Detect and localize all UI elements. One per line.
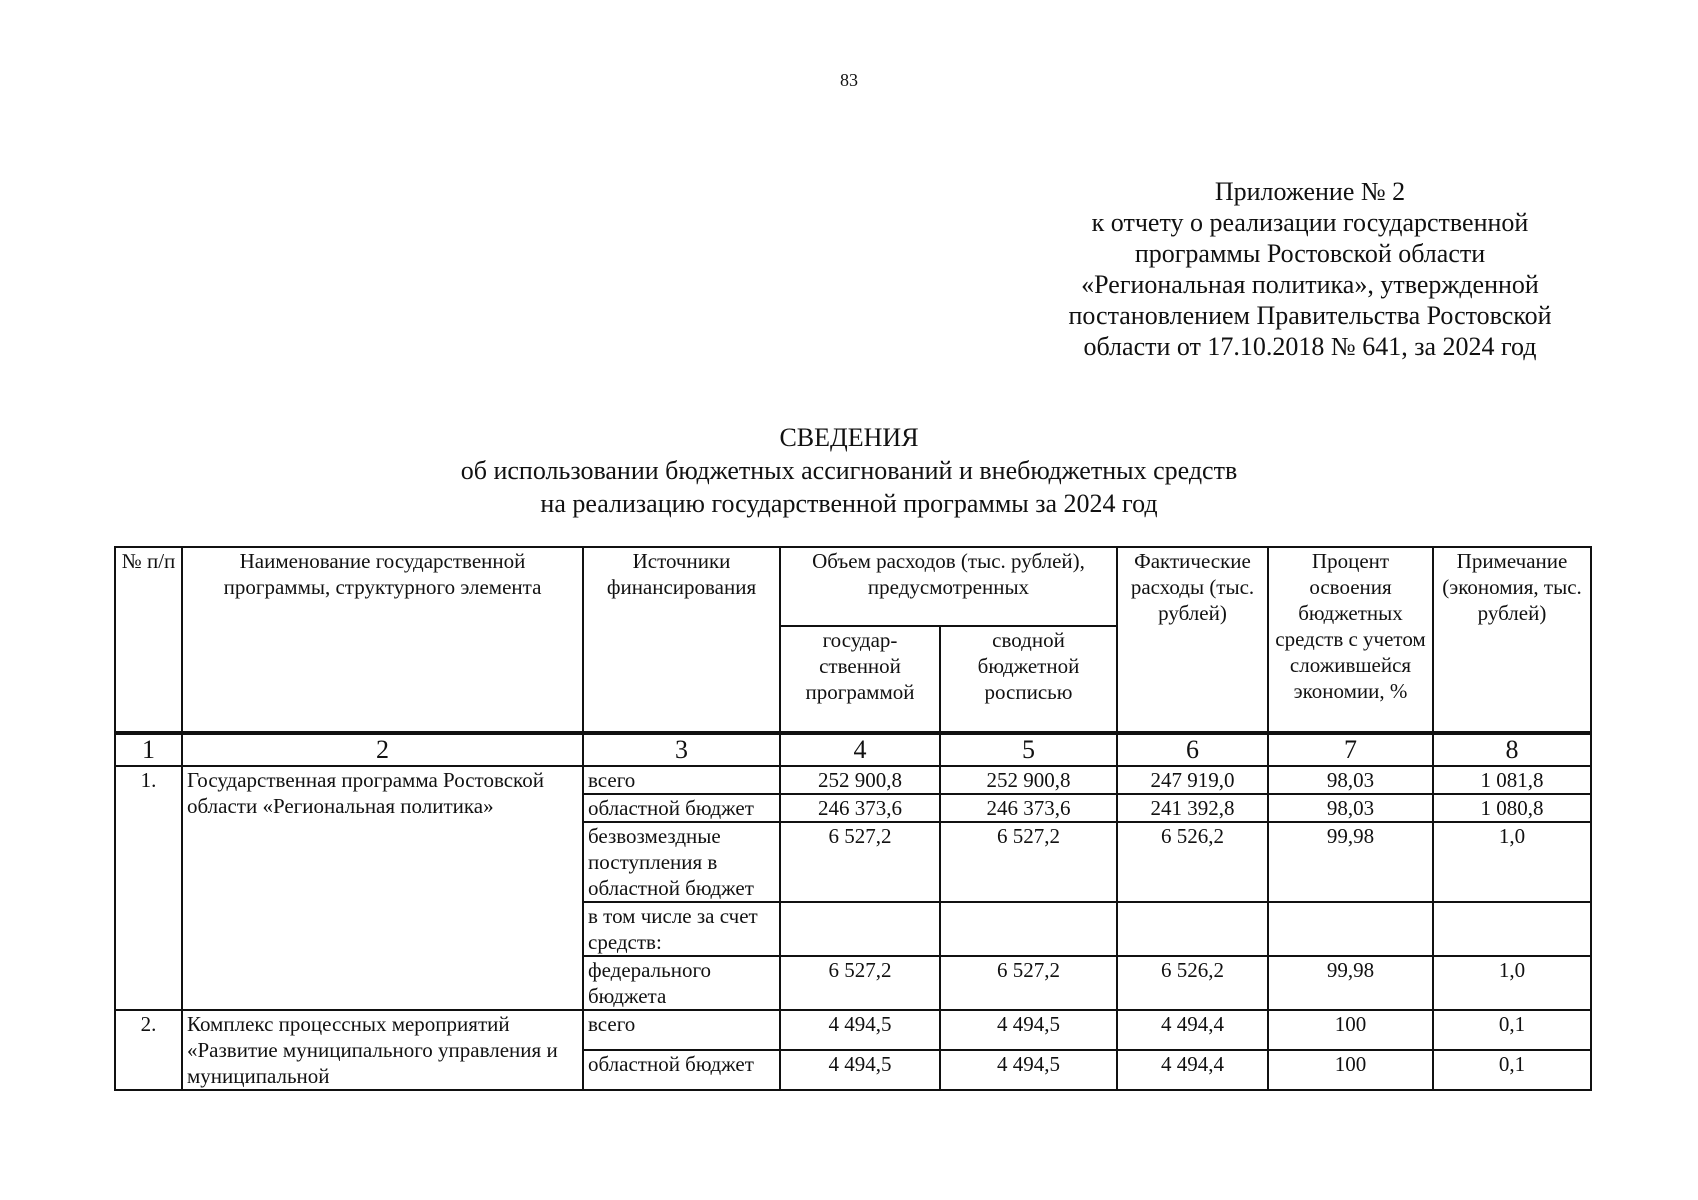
table-row [115,766,1591,794]
appendix-line: к отчету о реализации государственной [1091,208,1529,237]
row-percent: 98,03 [1268,794,1433,822]
row-note [1433,902,1591,956]
row-actual: 241 392,8 [1117,794,1268,822]
row-actual: 6 526,2 [1117,956,1268,1010]
row-note: 1,0 [1433,822,1591,902]
row-percent: 98,03 [1268,766,1433,794]
row-budget: 252 900,8 [940,766,1117,794]
heading-line-1: об использовании бюджетных ассигнований и внебюджетных средств [460,456,1238,485]
row-percent: 99,98 [1268,822,1433,902]
row-note: 0,1 [1433,1010,1591,1050]
row-percent: 100 [1268,1010,1433,1050]
row-number: 2. [115,1010,182,1090]
row-number: 1. [115,766,182,1010]
column-number: 5 [940,733,1117,766]
row-source: безвозмездные поступления в областной бюджет [583,822,780,902]
row-actual: 4 494,4 [1117,1050,1268,1090]
row-budget: 4 494,5 [940,1010,1117,1050]
row-percent: 99,98 [1268,956,1433,1010]
row-name: Государственная программа Ростовской области «Региональная политика» [182,766,583,1010]
row-budget: 6 527,2 [940,956,1117,1010]
row-budget [940,902,1117,956]
row-program [780,902,940,956]
row-percent: 100 [1268,1050,1433,1090]
header-note: Примечание (экономия, тыс. рублей) [1433,547,1591,733]
column-number: 4 [780,733,940,766]
row-program: 6 527,2 [780,822,940,902]
row-actual: 6 526,2 [1117,822,1268,902]
row-budget: 6 527,2 [940,822,1117,902]
row-actual [1117,902,1268,956]
budget-table [114,546,1592,1091]
column-number: 6 [1117,733,1268,766]
row-program: 246 373,6 [780,794,940,822]
page-number: 83 [840,70,858,90]
row-actual: 4 494,4 [1117,1010,1268,1050]
column-number: 1 [115,733,182,766]
row-note: 1,0 [1433,956,1591,1010]
header-volume-program: государ-ственной программой [780,626,940,733]
row-note: 1 081,8 [1433,766,1591,794]
row-note: 1 080,8 [1433,794,1591,822]
appendix-line: программы Ростовской области [1134,239,1486,268]
row-source: в том числе за счет средств: [583,902,780,956]
row-source: областной бюджет [583,794,780,822]
table-row [115,1010,1591,1050]
row-program: 4 494,5 [780,1050,940,1090]
document-heading [0,421,1698,520]
row-percent [1268,902,1433,956]
column-number: 8 [1433,733,1591,766]
header-actual: Фактические расходы (тыс. рублей) [1117,547,1268,733]
appendix-line: Приложение № 2 [1214,177,1406,206]
row-budget: 4 494,5 [940,1050,1117,1090]
header-num: № п/п [115,547,182,733]
column-number: 2 [182,733,583,766]
header-volume: Объем расходов (тыс. рублей), предусмотренных [780,547,1117,626]
appendix-block [1030,176,1590,362]
column-number: 3 [583,733,780,766]
appendix-line: «Региональная политика», утвержденной [1081,270,1539,299]
appendix-line: постановлением Правительства Ростовской [1068,301,1552,330]
heading-title: СВЕДЕНИЯ [779,423,919,452]
header-volume-budget: сводной бюджетной росписью [940,626,1117,733]
header-name: Наименование государственной программы, структурного элемента [182,547,583,733]
row-source: федерального бюджета [583,956,780,1010]
row-source: всего [583,1010,780,1050]
column-number: 7 [1268,733,1433,766]
heading-line-2: на реализацию государственной программы за 2024 год [540,489,1158,518]
row-source: областной бюджет [583,1050,780,1090]
row-source: всего [583,766,780,794]
row-name: Комплекс процессных мероприятий «Развитие муниципального управления и муниципальной [182,1010,583,1090]
row-budget: 246 373,6 [940,794,1117,822]
appendix-line: области от 17.10.2018 № 641, за 2024 год [1083,332,1537,361]
row-program: 252 900,8 [780,766,940,794]
row-actual: 247 919,0 [1117,766,1268,794]
column-numbers-row [115,733,1591,766]
row-program: 4 494,5 [780,1010,940,1050]
header-sources: Источники финансирования [583,547,780,733]
header-percent: Процент освоения бюджетных средств с учетом сложившейся экономии, % [1268,547,1433,733]
row-note: 0,1 [1433,1050,1591,1090]
row-program: 6 527,2 [780,956,940,1010]
